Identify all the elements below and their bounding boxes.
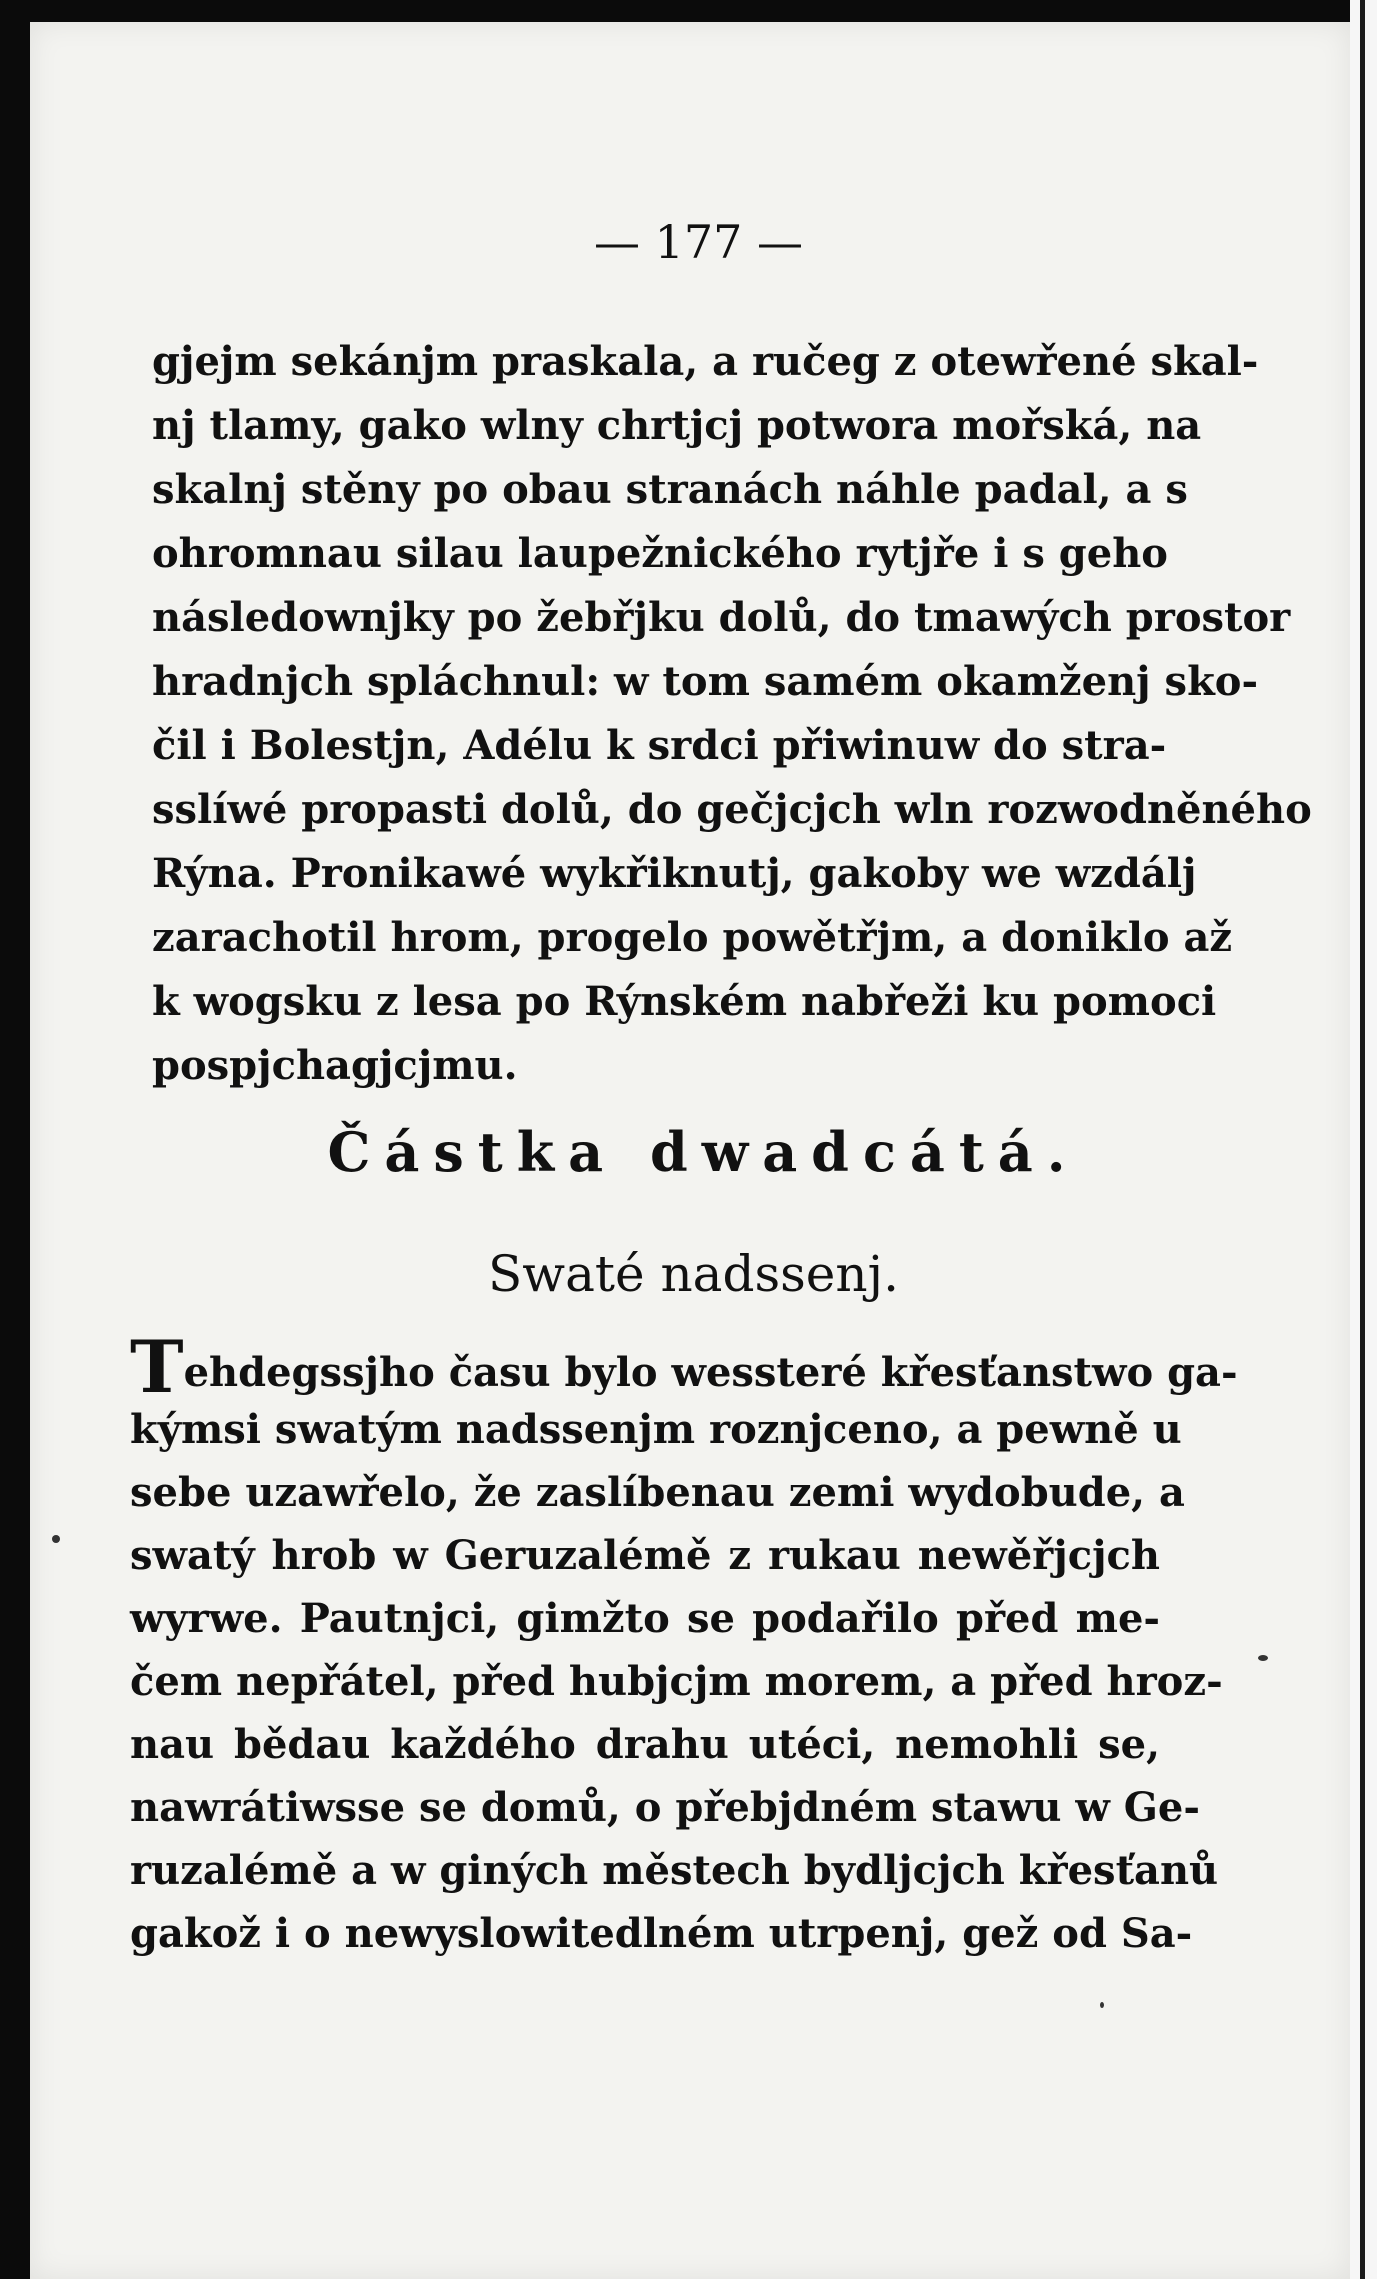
paragraph-2 [130, 1324, 1238, 1965]
text-line: skalnj stěny po obau stranách náhle padal, a s [152, 466, 1188, 513]
ink-speck [1100, 2002, 1104, 2008]
paragraph-1 [152, 330, 1312, 1098]
text-line: gjejm sekánjm praskala, a ručeg z otewřené skal- [152, 338, 1259, 385]
ink-speck [52, 1535, 60, 1543]
text-line: gakož i o newyslowitedlném utrpenj, gež od Sa- [130, 1910, 1193, 1957]
text-line: Rýna. Pronikawé wykřiknutj, gakoby we wzdálj [152, 850, 1197, 897]
text-line: čem nepřátel, před hubjcjm morem, a před hroz- [130, 1658, 1223, 1705]
text-line: sebe uzawřelo, že zaslíbenau zemi wydobude, a [130, 1469, 1185, 1516]
text-line: následownjky po žebřjku dolů, do tmawých prostor [152, 594, 1291, 641]
text-line: zarachotil hrom, progelo powětřjm, a doniklo až [152, 914, 1233, 961]
text-line: ohromnau silau laupežnického rytjře i s geho [152, 530, 1168, 577]
chapter-subtitle: Swaté nadssenj. [488, 1245, 899, 1303]
text-line: pospjchagjcjmu. [152, 1042, 518, 1089]
text-line: čil i Bolestjn, Adélu k srdci přiwinuw do stra- [152, 722, 1167, 769]
text-line: k wogsku z lesa po Rýnském nabřeži ku pomoci [152, 978, 1217, 1025]
text-line: swatý hrob w Geruzalémě z rukau newěřjcjch [130, 1532, 1160, 1579]
text-line: sslíwé propasti dolů, do gečjcjch wln rozwodněného [152, 786, 1312, 833]
page-number: — 177 — [593, 215, 804, 269]
text-line: hradnjch spláchnul: w tom samém okamženj sko- [152, 658, 1259, 705]
chapter-title: Částka dwadcátá. [327, 1120, 1080, 1184]
text-line-rest: ehdegssjho času bylo wessteré křesťanstwo ga- [183, 1349, 1238, 1396]
ink-speck [1258, 1655, 1268, 1661]
text-line: ruzalémě a w giných městech bydljcjch křesťanů [130, 1847, 1219, 1894]
text-line: wyrwe. Pautnjci, gimžto se podařilo před me- [130, 1595, 1160, 1642]
text-line: nawrátiwsse se domů, o přebjdném stawu w Ge- [130, 1784, 1200, 1831]
text-line: nau bědau každého drahu utéci, nemohli se, [130, 1721, 1160, 1768]
text-line: kýmsi swatým nadssenjm roznjceno, a pewně u [130, 1406, 1182, 1453]
drop-cap: T [130, 1324, 184, 1409]
text-line: nj tlamy, gako wlny chrtjcj potwora mořská, na [152, 402, 1202, 449]
text-line-first [130, 1324, 1238, 1409]
